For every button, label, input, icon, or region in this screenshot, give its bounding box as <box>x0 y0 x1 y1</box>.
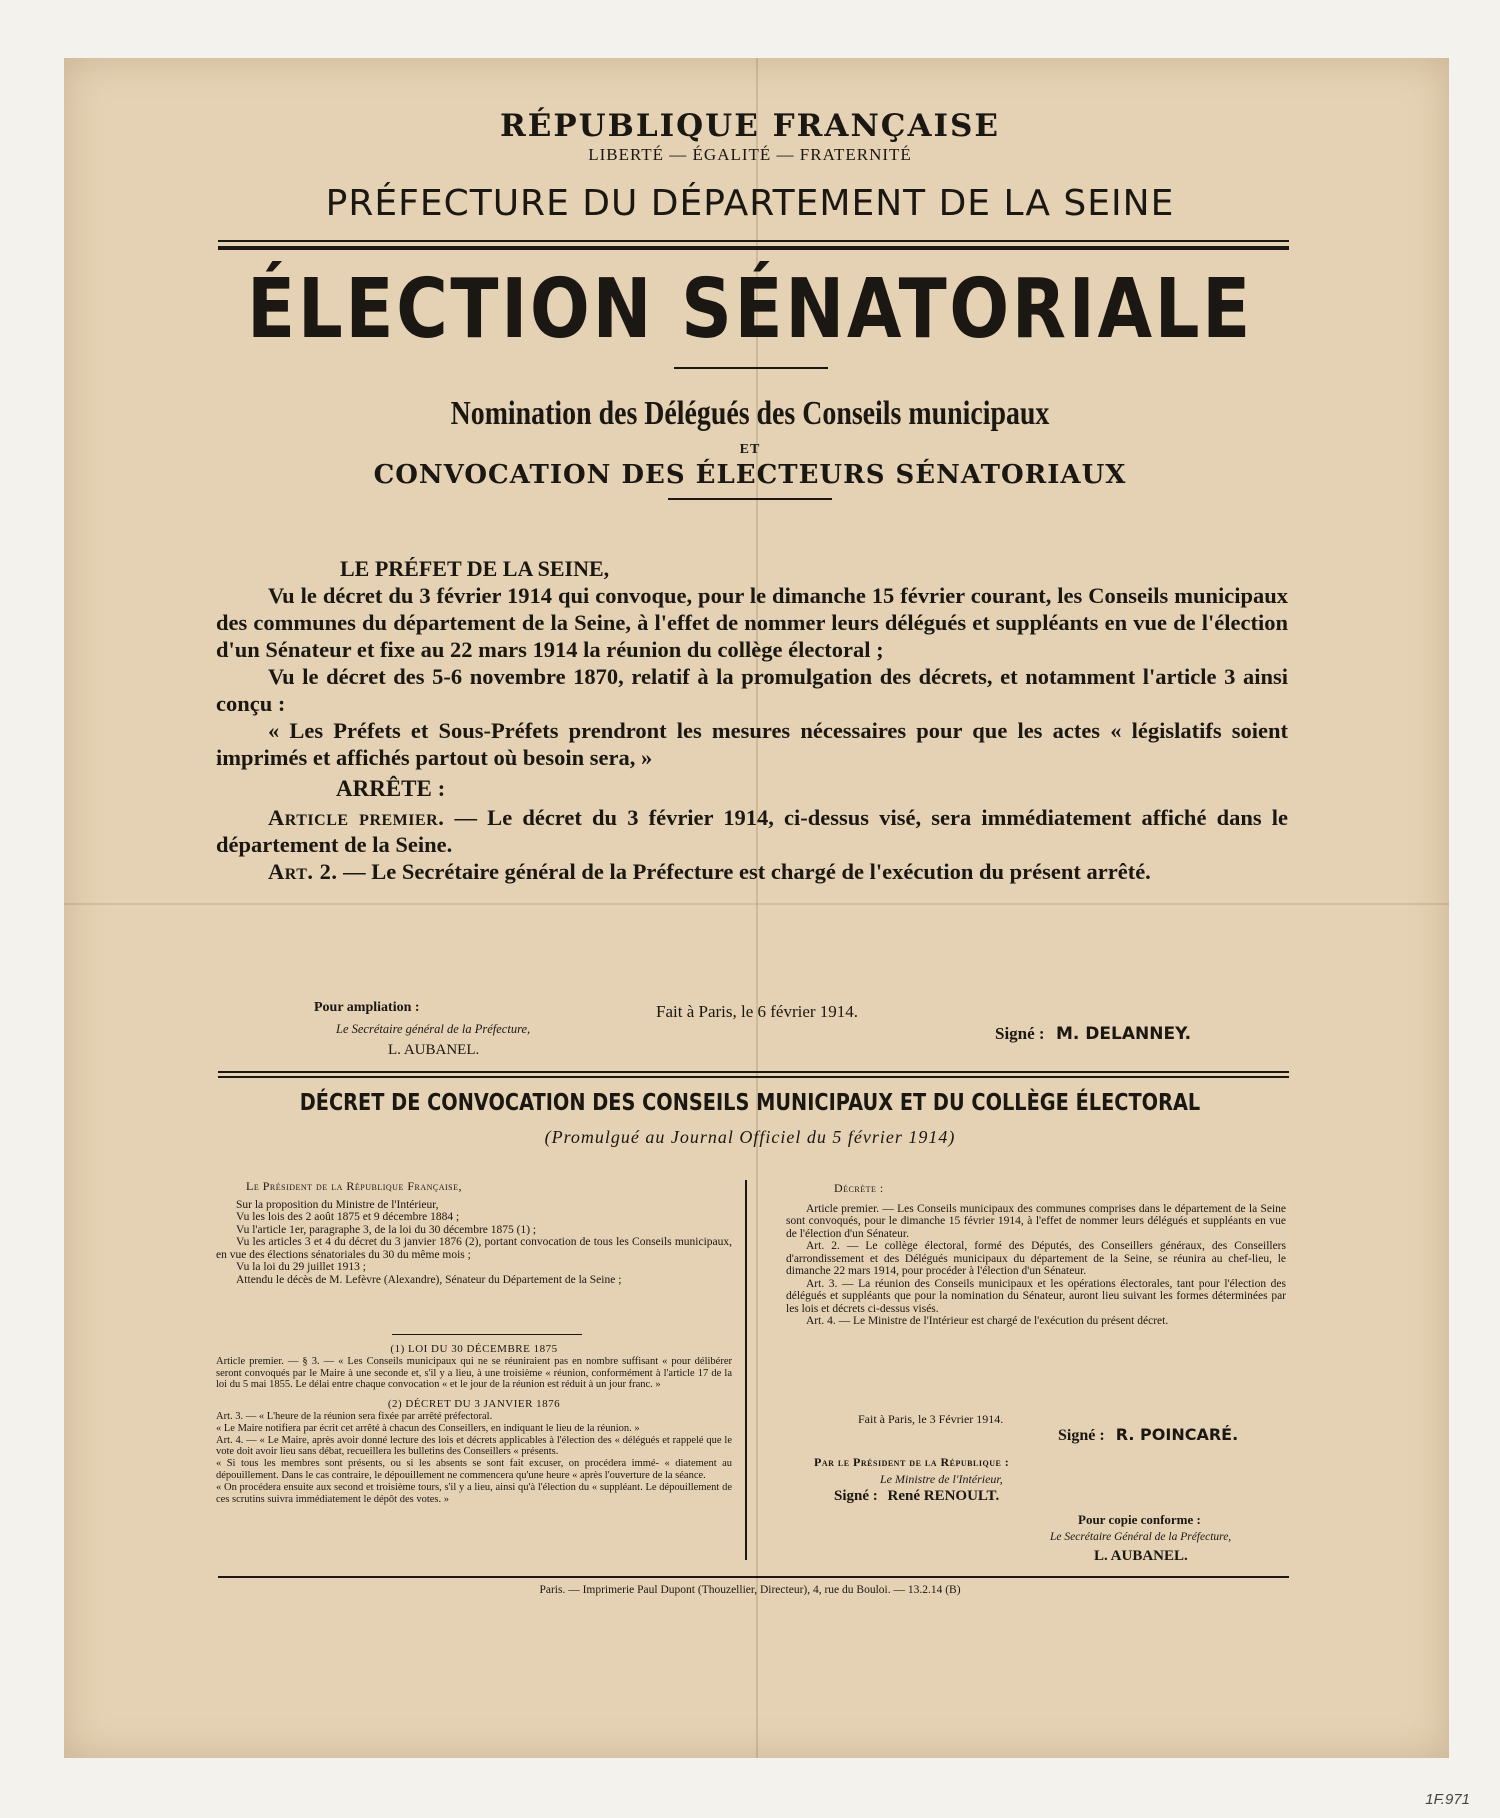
copie-conforme: Pour copie conforme : <box>1078 1512 1201 1527</box>
election-title: ÉLECTION SÉNATORIALE <box>247 262 1253 357</box>
republic-title: RÉPUBLIQUE FRANÇAISE <box>499 108 1001 144</box>
article-2-text: — Le Secrétaire général de la Préfecture est chargé de l'exécution du présent arrêté. <box>343 859 1151 884</box>
par-president: Par le Président de la République : <box>814 1455 1010 1469</box>
footer-rule <box>218 1576 1289 1578</box>
note-2-title: (2) DÉCRET DU 3 JANVIER 1876 <box>387 1398 561 1411</box>
section-rule-top <box>218 1071 1289 1073</box>
section-rule-bottom <box>218 1076 1289 1078</box>
double-rule-top <box>218 240 1289 242</box>
article-1-text: — Le décret du 3 février 1914, ci-dessus visé, sera immédiatement affiché dans le département de la Seine. <box>216 805 1288 857</box>
motto: LIBERTÉ — ÉGALITÉ — FRATERNITÉ <box>588 145 912 164</box>
decret-article: Art. 2. — Le collège électoral, formé des Députés, des Conseillers généraux, des Conseillers d'arrondissement et des Délégués municipaux du département de la Seine, se réunira au chef-lieu, le dimanche 22 mars 1914, pour procéder à l'élection d'un Sénateur. <box>786 1240 1286 1277</box>
ministre-signe-label: Signé : <box>834 1488 878 1504</box>
decret-right-column <box>786 1182 1286 1328</box>
arrete-fait: Fait à Paris, le 6 février 1914. <box>656 1002 859 1021</box>
title-rule <box>674 367 828 369</box>
president-heading: Le Président de la République Française, <box>246 1179 463 1193</box>
visa-line: Vu la loi du 29 juillet 1913 ; <box>236 1261 366 1273</box>
article-2-label: Art. 2. <box>268 859 338 884</box>
visa-line: Vu les articles 3 et 4 du décret du 3 janvier 1876 (2), portant convocation de tous les Conseils municipaux, en vue des élections sénatoriales du 30 du même mois ; <box>216 1236 732 1261</box>
prefet-heading: LE PRÉFET DE LA SEINE, <box>340 556 610 581</box>
notes-separator <box>392 1334 582 1335</box>
arrete-label: ARRÊTE : <box>336 776 446 801</box>
prefecture-title: PRÉFECTURE DU DÉPARTEMENT DE LA SEINE <box>325 183 1175 224</box>
subtitle-et: ET <box>739 442 761 457</box>
decret-title: DÉCRET DE CONVOCATION DES CONSEILS MUNICIPAUX ET DU COLLÈGE ÉLECTORAL <box>299 1090 1201 1116</box>
note-2-line: « Le Maire notifiera par écrit cet arrêté à chacun des Conseillers, en indiquant le lieu de la réunion. » <box>216 1422 640 1434</box>
article-1-label: Article premier. <box>268 805 445 830</box>
arrete-body <box>216 555 1288 885</box>
decret-article: Art. 3. — La réunion des Conseils municipaux et les opérations électorales, tant pour l'élection des délégués et suppléants que pour la nomination du Sénateur, auront lieu suivant les formes déterminées par les lois et décrets ci-dessus visés. <box>786 1277 1286 1315</box>
visa-line: Sur la proposition du Ministre de l'Intérieur, <box>236 1198 439 1211</box>
note-1-text: Article premier. — § 3. — « Les Conseils municipaux qui ne se réuniraient pas en nombre suffisant « pour délibérer seront convoqués par le Maire à une seconde et, s'il y a lieu, à une troisième « réunion, conformément à l'article 17 de la loi du 5 mai 1855. Le délai entre chaque convocation « et le jour de la réunion est réduit à un jour franc. » <box>216 1355 732 1391</box>
copie-secretaire: Le Secrétaire Général de la Préfecture, <box>1050 1531 1232 1543</box>
note-2-line: Art. 4. — « Le Maire, après avoir donné lecture des lois et décrets applicables à l'élection des « délégués et rappelé que le vote doit avoir lieu sans débat, recueillera les bulletins des Conseillers « présents. <box>216 1434 732 1458</box>
copie-aubanel: L. AUBANEL. <box>1094 1548 1188 1564</box>
ministre-signature <box>834 1488 999 1505</box>
imprint: Paris. — Imprimerie Paul Dupont (Thouzellier, Directeur), 4, rue du Bouloi. — 13.2.14 (B) <box>539 1584 961 1596</box>
decret-article: Art. 4. — Le Ministre de l'Intérieur est chargé de l'exécution du présent décret. <box>806 1315 1169 1327</box>
visa-line: Vu les lois des 2 août 1875 et 9 décembre 1884 ; <box>236 1211 460 1223</box>
decret-signe-label: Signé : <box>1058 1427 1105 1444</box>
arrete-signe-label: Signé : <box>995 1024 1045 1043</box>
visa-line: Vu l'article 1er, paragraphe 3, de la loi du 30 décembre 1875 (1) ; <box>236 1223 537 1236</box>
note-2-line: Art. 3. — « L'heure de la réunion sera fixée par arrêté préfectoral. <box>216 1410 493 1422</box>
vu-decret-1870: Vu le décret des 5-6 novembre 1870, relatif à la promulgation des décrets, et notamment l'article 3 ainsi conçu : <box>216 664 1288 716</box>
subtitle-convocation: CONVOCATION DES ÉLECTEURS SÉNATORIAUX <box>373 460 1127 490</box>
arrete-signature <box>995 1024 1191 1044</box>
decrete-label: Décrète : <box>834 1181 884 1195</box>
decret-left-column <box>216 1180 732 1286</box>
decret-fait: Fait à Paris, le 3 Février 1914. <box>858 1412 1004 1426</box>
ministre-signe-name: René RENOULT. <box>887 1488 1000 1504</box>
archive-reference: 1F.971 <box>1425 1791 1470 1808</box>
double-rule-bottom <box>218 246 1289 250</box>
visa-line: Attendu le décès de M. Lefèvre (Alexandre), Sénateur du Département de la Seine ; <box>236 1273 622 1286</box>
decret-notes <box>216 1344 732 1505</box>
decret-article: Article premier. — Les Conseils municipaux des communes comprises dans le département de la Seine sont convoqués, pour le dimanche 15 février 1914, à l'effet de nommer leurs délégués et suppléants en vue de l'élection d'un Sénateur. <box>786 1202 1286 1240</box>
ampliation-label: Pour ampliation : <box>314 1000 420 1015</box>
vu-decret-1914: Vu le décret du 3 février 1914 qui convoque, pour le dimanche 15 février courant, les Conseils municipaux des communes du département de la Seine, à l'effet de nommer leurs délégués et suppléants en vue de l'élection d'un Sénateur et fixe au 22 mars 1914 la réunion du collège électoral ; <box>216 583 1288 662</box>
horizontal-fold <box>64 903 1449 905</box>
decret-signature <box>1058 1425 1238 1445</box>
arrete-signe-name: M. DELANNEY. <box>1056 1024 1192 1044</box>
quote-article-3: « Les Préfets et Sous-Préfets prendront les mesures nécessaires pour que les actes « législatifs soient imprimés et affichés partout où besoin sera, » <box>216 718 1288 770</box>
decret-promulgue: (Promulgué au Journal Officiel du 5 février 1914) <box>544 1127 956 1147</box>
subtitle-nomination: Nomination des Délégués des Conseils municipaux <box>450 395 1050 432</box>
ampliation-secretaire: Le Secrétaire général de la Préfecture, <box>336 1022 531 1036</box>
column-divider <box>745 1180 747 1560</box>
ministre-label: Le Ministre de l'Intérieur, <box>880 1472 1003 1486</box>
subtitle-rule <box>668 498 832 500</box>
note-2-line: « On procédera ensuite aux second et troisième tours, s'il y a lieu, ainsi qu'à l'élection du « suppléant. Le dépouillement de ces scrutins suivra immédiatement le dépôt des votes. » <box>216 1481 732 1505</box>
note-2-line: « Si tous les membres sont présents, ou si les absents se sont fait excuser, on procédera immé- « diatement au dépouillement. Dans le cas contraire, le dépouillement ne commencera qu'une heure « après l'ouverture de la séance. <box>216 1458 732 1481</box>
article-2 <box>216 858 1288 885</box>
ampliation-aubanel: L. AUBANEL. <box>388 1042 480 1058</box>
decret-signe-name: R. POINCARÉ. <box>1115 1425 1239 1444</box>
note-1-title: (1) LOI DU 30 DÉCEMBRE 1875 <box>390 1343 558 1355</box>
article-1 <box>216 804 1288 858</box>
